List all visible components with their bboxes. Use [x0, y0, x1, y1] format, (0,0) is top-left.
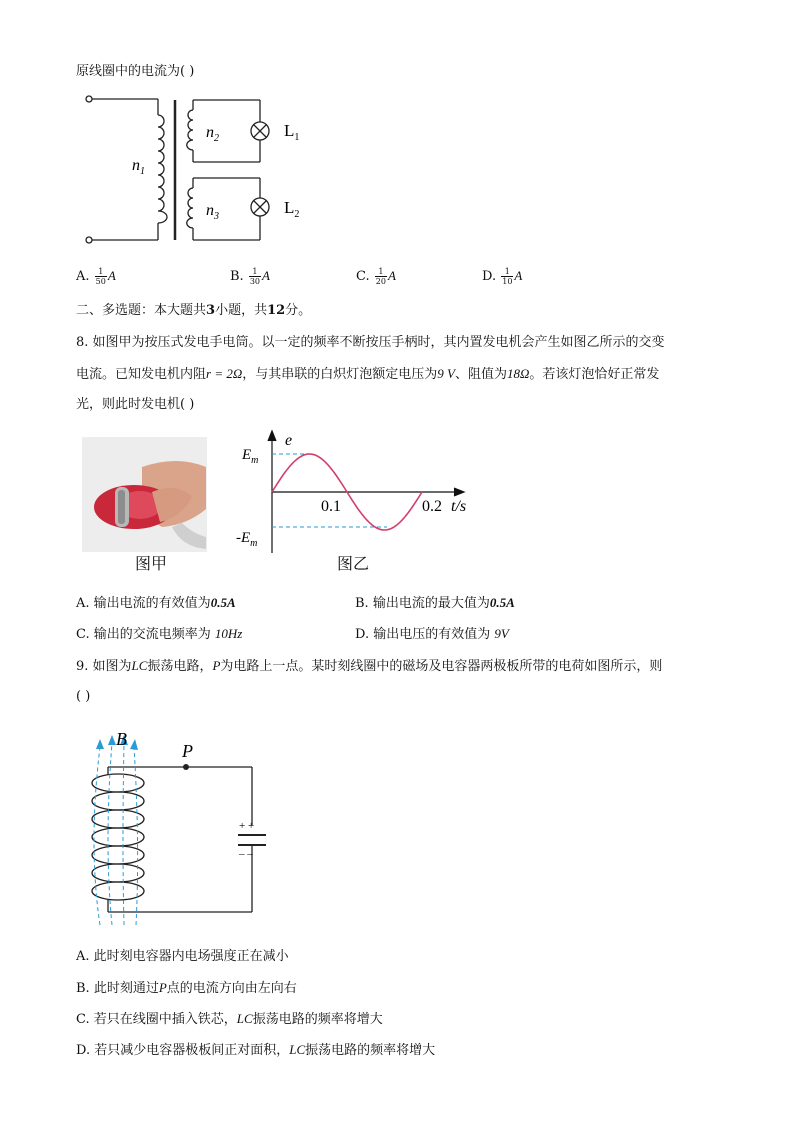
flashlight-photo: [82, 437, 207, 552]
b-field-label: B: [116, 729, 127, 749]
photo-caption: 图甲: [135, 554, 168, 573]
L1-label: $L_1$: [284, 121, 300, 143]
q7-stem: 原线圈中的电流为( ): [76, 64, 195, 79]
n3-label: $n_3$: [206, 202, 219, 222]
q7-option-c[interactable]: C. $\frac{1}{20}$ A: [356, 267, 396, 286]
q9-option-c[interactable]: C. 若只在线圈中插入铁芯，LC振荡电路的频率将增大: [76, 1011, 383, 1027]
q9-option-d[interactable]: D. 若只减少电容器极板间正对面积，LC振荡电路的频率将增大: [76, 1042, 436, 1058]
coil-loop: [92, 810, 144, 828]
q8-option-d[interactable]: D. 输出电压的有效值为 9V: [355, 626, 509, 642]
q7-option-a[interactable]: A. $\frac{1}{50}$ A: [76, 267, 116, 286]
coil-loop: [92, 828, 144, 846]
q8-stem-line3: 光，则此时发电机( ): [76, 397, 195, 412]
coil-loop: [92, 864, 144, 882]
point-p-label: P: [182, 741, 193, 761]
capacitor-plus: + +: [239, 820, 255, 832]
graph-caption: 图乙: [337, 554, 370, 573]
coil-loop: [92, 882, 144, 900]
graph-x-label: t/s: [451, 498, 467, 515]
capacitor-minus: – –: [239, 848, 253, 860]
L2-label: $L_2$: [284, 198, 300, 220]
emf-graph: [232, 425, 482, 555]
q8-stem-line1: 8. 如图甲为按压式发电手电筒。以一定的频率不断按压手柄时，其内置发电机会产生如图乙所示的交变: [76, 335, 665, 350]
transformer-diagram: [80, 90, 330, 250]
q9-stem-line2: ( ): [76, 689, 91, 704]
q9-option-a[interactable]: A. 此时刻电容器内电场强度正在减小: [76, 949, 289, 964]
lc-circuit-diagram: [78, 725, 278, 930]
graph-y-label: e: [285, 432, 293, 449]
q8-option-b[interactable]: B. 输出电流的最大值为0.5A: [355, 595, 515, 611]
q8-option-a[interactable]: A. 输出电流的有效值为0.5A: [76, 595, 236, 611]
graph-em-label: $E_m$: [242, 447, 259, 466]
n1-label: $n_1$: [132, 157, 145, 177]
n2-label: $n_2$: [206, 124, 219, 144]
q8-option-c[interactable]: C. 输出的交流电频率为 10Hz: [76, 626, 243, 642]
q9-stem-line1: 9. 如图为LC振荡电路，P为电路上一点。某时刻线圈中的磁场及电容器两极板所带的电荷如图所示，则: [76, 658, 663, 674]
graph-tick-0.2: 0.2: [422, 498, 442, 515]
q9-option-b[interactable]: B. 此时刻通过P点的电流方向由左向右: [76, 980, 297, 996]
coil-loop: [92, 846, 144, 864]
q7-option-d[interactable]: D. $\frac{1}{10}$ A: [482, 267, 523, 286]
graph-tick-0.1: 0.1: [321, 498, 341, 515]
graph-neg-em-label: $-E_m$: [236, 530, 258, 549]
q7-option-b[interactable]: B. $\frac{1}{30}$ A: [230, 267, 270, 286]
q8-stem-line2: 电流。已知发电机内阻r = 2Ω，与其串联的白炽灯泡额定电压为9 V、阻值为18Ω。若该灯泡恰好正常发: [76, 366, 660, 382]
coil-loop: [92, 792, 144, 810]
section-heading: 二、多选题：本大题共3小题，共12分。: [76, 303, 312, 318]
